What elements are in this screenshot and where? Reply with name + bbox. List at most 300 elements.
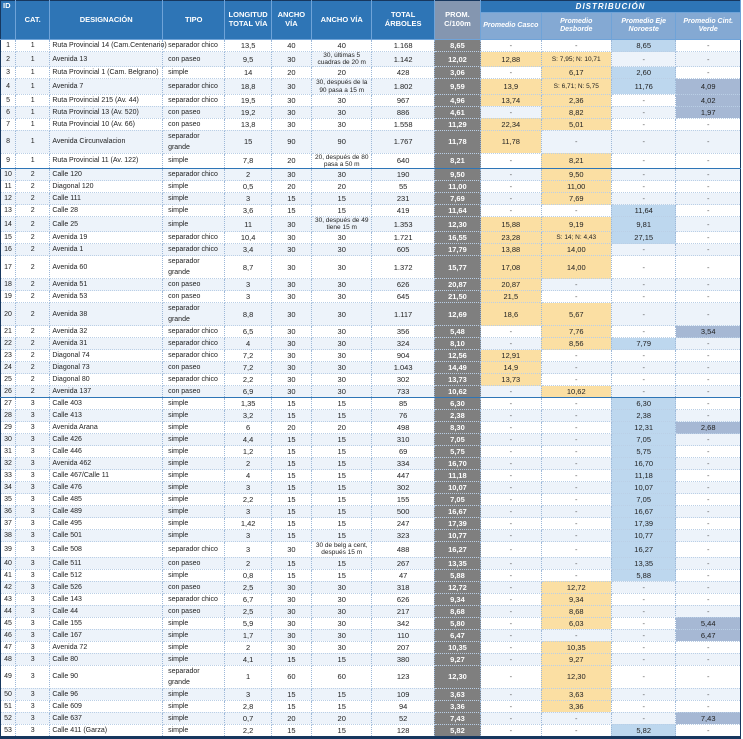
cell-promedio_casco: - [481,398,541,410]
cell-longitud_total_via: 3 [225,291,271,303]
cell-promedio_casco: - [481,641,541,653]
cell-ancho_via: 30 [271,291,311,303]
cell-promedio_desborde: - [541,362,611,374]
cell-ancho_via: 20 [271,712,311,724]
cell-promedio_cint_verde: 1,97 [676,106,741,118]
cell-total_arboles: 488 [372,542,434,557]
cell-prom_c100m: 7,05 [434,434,480,446]
cell-ancho_via: 30 [271,118,311,130]
table-row [1,506,741,518]
cell-prom_c100m: 14,49 [434,362,480,374]
cell-promedio_desborde: 8,56 [541,338,611,350]
cell-longitud_total_via: 0,5 [225,181,271,193]
cell-id: 42 [1,581,16,593]
cell-promedio_cint_verde: - [676,350,741,362]
cell-ancho_via_detalle: 30 [312,374,372,386]
cell-tipo: simple [163,470,225,482]
cell-total_arboles: 52 [372,712,434,724]
cell-tipo: simple [163,506,225,518]
cell-ancho_via: 30 [271,386,311,398]
table-header [1,1,741,40]
table-row [1,446,741,458]
cell-promedio_cint_verde: - [676,386,741,398]
cell-cat: 1 [16,106,50,118]
cell-promedio_eje_noroeste: 11,64 [611,205,675,217]
cell-promedio_desborde: - [541,291,611,303]
cell-promedio_eje_noroeste: 16,67 [611,506,675,518]
cell-promedio_cint_verde: - [676,557,741,569]
cell-tipo: con paseo [163,291,225,303]
cell-total_arboles: 605 [372,244,434,256]
cell-promedio_desborde: 9,34 [541,593,611,605]
cell-prom_c100m: 8,21 [434,153,480,168]
cell-tipo: simple [163,446,225,458]
cell-total_arboles: 1.372 [372,256,434,279]
cell-promedio_casco: - [481,482,541,494]
cell-promedio_desborde: - [541,518,611,530]
cell-promedio_casco: - [481,557,541,569]
cell-promedio_cint_verde: - [676,724,741,737]
cell-id: 33 [1,470,16,482]
cell-promedio_casco: 17,08 [481,256,541,279]
cell-ancho_via_detalle: 15 [312,446,372,458]
cell-longitud_total_via: 2 [225,641,271,653]
cell-id: 21 [1,326,16,338]
cell-longitud_total_via: 3 [225,530,271,542]
cell-ancho_via_detalle: 30 [312,291,372,303]
cell-ancho_via_detalle: 30 [312,256,372,279]
cell-promedio_casco: - [481,518,541,530]
cell-ancho_via_detalle: 15 [312,458,372,470]
cell-id: 45 [1,617,16,629]
cell-promedio_casco: - [481,446,541,458]
cell-tipo: con paseo [163,362,225,374]
cell-promedio_eje_noroeste: - [611,291,675,303]
cell-id: 5 [1,94,16,106]
cell-promedio_desborde: 3,63 [541,688,611,700]
cell-cat: 3 [16,557,50,569]
cell-promedio_desborde: - [541,446,611,458]
cell-promedio_eje_noroeste: 7,79 [611,338,675,350]
cell-promedio_cint_verde: - [676,581,741,593]
table-row [1,217,741,232]
cell-longitud_total_via: 11 [225,217,271,232]
cell-total_arboles: 217 [372,605,434,617]
cell-promedio_eje_noroeste: 8,65 [611,40,675,52]
cell-id: 31 [1,446,16,458]
cell-prom_c100m: 3,06 [434,67,480,79]
cell-prom_c100m: 11,18 [434,470,480,482]
cell-promedio_eje_noroeste: - [611,386,675,398]
cell-id: 3 [1,67,16,79]
cell-cat: 3 [16,593,50,605]
col-header-ancho-via-detalle: ANCHO VÍA [312,1,372,40]
table-row [1,279,741,291]
cell-longitud_total_via: 1,7 [225,629,271,641]
cell-id: 28 [1,410,16,422]
cell-ancho_via: 15 [271,506,311,518]
cell-designacion: Calle 143 [50,593,163,605]
cell-ancho_via_detalle: 30 [312,386,372,398]
cell-prom_c100m: 7,43 [434,712,480,724]
cell-ancho_via_detalle: 30 [312,362,372,374]
cell-prom_c100m: 9,34 [434,593,480,605]
cell-promedio_eje_noroeste: - [611,641,675,653]
table-row [1,169,741,181]
cell-prom_c100m: 12,30 [434,665,480,688]
cell-id: 11 [1,181,16,193]
cell-total_arboles: 1.043 [372,362,434,374]
cell-ancho_via_detalle: 30 [312,279,372,291]
cell-promedio_eje_noroeste: 6,30 [611,398,675,410]
col-header-promedio-eje-noroeste: Promedio Eje Noroeste [611,13,675,40]
cell-promedio_desborde: S: 7,95; N: 10,71 [541,52,611,67]
cell-tipo: simple [163,434,225,446]
cell-total_arboles: 155 [372,494,434,506]
cell-cat: 2 [16,205,50,217]
cell-prom_c100m: 5,88 [434,569,480,581]
cell-prom_c100m: 6,47 [434,629,480,641]
cell-tipo: simple [163,629,225,641]
cell-promedio_desborde: 8,68 [541,605,611,617]
table-row [1,40,741,52]
cell-promedio_eje_noroeste: - [611,581,675,593]
cell-longitud_total_via: 10,4 [225,232,271,244]
cell-tipo: con paseo [163,118,225,130]
cell-promedio_eje_noroeste: 13,35 [611,557,675,569]
cell-promedio_eje_noroeste: 12,31 [611,422,675,434]
cell-longitud_total_via: 3 [225,542,271,557]
cell-promedio_eje_noroeste: - [611,244,675,256]
cell-promedio_eje_noroeste: - [611,181,675,193]
cell-tipo: separador grande [163,665,225,688]
cell-ancho_via: 30 [271,232,311,244]
cell-total_arboles: 1.353 [372,217,434,232]
cell-ancho_via_detalle: 15 [312,434,372,446]
cell-id: 46 [1,629,16,641]
cell-tipo: simple [163,724,225,737]
cell-id: 26 [1,386,16,398]
cell-prom_c100m: 5,48 [434,326,480,338]
cell-tipo: separador grande [163,130,225,153]
cell-promedio_casco: 14,9 [481,362,541,374]
cell-ancho_via: 15 [271,688,311,700]
cell-designacion: Calle 508 [50,542,163,557]
cell-longitud_total_via: 3 [225,193,271,205]
cell-id: 47 [1,641,16,653]
cell-promedio_desborde: - [541,530,611,542]
cell-total_arboles: 302 [372,374,434,386]
cell-longitud_total_via: 0,8 [225,569,271,581]
cell-ancho_via_detalle: 60 [312,665,372,688]
cell-ancho_via_detalle: 30 [312,326,372,338]
cell-ancho_via_detalle: 30 [312,593,372,605]
cell-total_arboles: 1.168 [372,40,434,52]
cell-promedio_eje_noroeste: 16,27 [611,542,675,557]
col-header-id: ID [1,1,16,40]
cell-tipo: separador chico [163,40,225,52]
cell-designacion: Calle 526 [50,581,163,593]
cell-cat: 2 [16,350,50,362]
cell-promedio_casco: 18,6 [481,303,541,326]
cell-promedio_casco: - [481,581,541,593]
cell-prom_c100m: 13,35 [434,557,480,569]
cell-ancho_via_detalle: 30 [312,350,372,362]
cell-cat: 2 [16,232,50,244]
cell-cat: 2 [16,256,50,279]
cell-designacion: Diagonal 74 [50,350,163,362]
cell-designacion: Avenida 51 [50,279,163,291]
cell-designacion: Avenida 1 [50,244,163,256]
cell-ancho_via_detalle: 30 [312,338,372,350]
cell-designacion: Ruta Provincial 10 (Av. 66) [50,118,163,130]
cell-promedio_cint_verde: - [676,118,741,130]
cell-designacion: Calle 28 [50,205,163,217]
cell-ancho_via: 15 [271,398,311,410]
cell-promedio_cint_verde: - [676,688,741,700]
cell-promedio_desborde: - [541,470,611,482]
cell-tipo: separador chico [163,542,225,557]
cell-designacion: Diagonal 73 [50,362,163,374]
cell-promedio_eje_noroeste: 10,77 [611,530,675,542]
cell-cat: 3 [16,724,50,737]
table-row [1,153,741,168]
cell-promedio_cint_verde: - [676,193,741,205]
cell-prom_c100m: 3,36 [434,700,480,712]
cell-longitud_total_via: 2 [225,458,271,470]
col-header-promedio-casco: Promedio Casco [481,13,541,40]
cell-id: 43 [1,593,16,605]
cell-designacion: Ruta Provincial 215 (Av. 44) [50,94,163,106]
cell-longitud_total_via: 1,2 [225,446,271,458]
cell-tipo: simple [163,398,225,410]
cell-ancho_via_detalle: 15 [312,482,372,494]
cell-promedio_desborde: - [541,557,611,569]
cell-longitud_total_via: 2,8 [225,700,271,712]
cell-promedio_cint_verde: - [676,398,741,410]
cell-promedio_casco: 13,74 [481,94,541,106]
cell-prom_c100m: 12,69 [434,303,480,326]
cell-promedio_cint_verde: - [676,256,741,279]
cell-cat: 3 [16,700,50,712]
cell-tipo: separador chico [163,244,225,256]
cell-designacion: Calle 637 [50,712,163,724]
cell-prom_c100m: 8,10 [434,338,480,350]
cell-promedio_cint_verde: - [676,506,741,518]
cell-promedio_cint_verde: - [676,130,741,153]
cell-promedio_cint_verde: - [676,410,741,422]
cell-designacion: Calle 609 [50,700,163,712]
col-header-ancho-via: ANCHO VÍA [271,1,311,40]
cell-promedio_desborde: 5,01 [541,118,611,130]
cell-ancho_via_detalle: 30 [312,629,372,641]
cell-total_arboles: 324 [372,338,434,350]
cell-designacion: Calle 446 [50,446,163,458]
table-row [1,79,741,94]
cell-longitud_total_via: 3,2 [225,410,271,422]
table-row [1,118,741,130]
table-row [1,700,741,712]
cell-ancho_via_detalle: 30 [312,641,372,653]
table-row [1,724,741,737]
cell-promedio_cint_verde: - [676,542,741,557]
cell-promedio_cint_verde: - [676,641,741,653]
cell-ancho_via_detalle: 90 [312,130,372,153]
cell-prom_c100m: 8,30 [434,422,480,434]
cell-tipo: simple [163,653,225,665]
cell-cat: 3 [16,398,50,410]
cell-prom_c100m: 5,80 [434,617,480,629]
cell-ancho_via: 30 [271,374,311,386]
cell-tipo: separador grande [163,303,225,326]
cell-ancho_via: 40 [271,40,311,52]
cell-promedio_eje_noroeste: 11,76 [611,79,675,94]
cell-ancho_via: 15 [271,446,311,458]
cell-promedio_desborde: 9,19 [541,217,611,232]
cell-cat: 3 [16,422,50,434]
cell-promedio_eje_noroeste: - [611,350,675,362]
cell-ancho_via: 30 [271,338,311,350]
cell-promedio_desborde: 8,82 [541,106,611,118]
cell-total_arboles: 498 [372,422,434,434]
cell-prom_c100m: 11,00 [434,181,480,193]
cell-ancho_via_detalle: 20 [312,712,372,724]
cell-tipo: simple [163,569,225,581]
cell-promedio_cint_verde: - [676,434,741,446]
cell-promedio_casco: - [481,653,541,665]
cell-ancho_via: 15 [271,434,311,446]
cell-promedio_desborde: S: 6,71; N: 5,75 [541,79,611,94]
cell-total_arboles: 428 [372,67,434,79]
cell-ancho_via: 30 [271,641,311,653]
cell-promedio_cint_verde: - [676,569,741,581]
table-row [1,542,741,557]
cell-tipo: simple [163,193,225,205]
cell-ancho_via: 15 [271,470,311,482]
cell-promedio_cint_verde: - [676,303,741,326]
cell-designacion: Ruta Provincial 13 (Av. 520) [50,106,163,118]
table-row [1,434,741,446]
cell-promedio_casco: - [481,724,541,737]
cell-longitud_total_via: 2,2 [225,724,271,737]
cell-promedio_cint_verde: - [676,700,741,712]
cell-ancho_via: 15 [271,494,311,506]
cell-promedio_desborde: - [541,205,611,217]
cell-designacion: Calle 111 [50,193,163,205]
cell-designacion: Avenida Circunvalacion [50,130,163,153]
cell-prom_c100m: 17,79 [434,244,480,256]
cell-promedio_eje_noroeste: - [611,712,675,724]
cell-total_arboles: 626 [372,593,434,605]
table-row [1,482,741,494]
cell-promedio_eje_noroeste: - [611,605,675,617]
cell-promedio_desborde: - [541,506,611,518]
cell-longitud_total_via: 2 [225,557,271,569]
cell-ancho_via_detalle: 40 [312,40,372,52]
cell-promedio_casco: - [481,530,541,542]
table-row [1,422,741,434]
cell-longitud_total_via: 3 [225,482,271,494]
table-row [1,326,741,338]
cell-designacion: Calle 167 [50,629,163,641]
cell-promedio_desborde: 7,69 [541,193,611,205]
cell-tipo: separador chico [163,94,225,106]
table-row [1,688,741,700]
cell-promedio_casco: 20,87 [481,279,541,291]
cell-ancho_via_detalle: 15 [312,530,372,542]
cell-tipo: simple [163,410,225,422]
cell-ancho_via_detalle: 15 [312,569,372,581]
cell-ancho_via: 30 [271,605,311,617]
cell-promedio_desborde: - [541,130,611,153]
cell-prom_c100m: 12,30 [434,217,480,232]
cell-prom_c100m: 10,77 [434,530,480,542]
cell-designacion: Ruta Provincial 1 (Cam. Belgrano) [50,67,163,79]
cell-promedio_desborde: - [541,40,611,52]
cell-promedio_desborde: 12,30 [541,665,611,688]
col-header-prom: PROM. C/100m [434,1,480,40]
cell-tipo: simple [163,700,225,712]
table-row [1,67,741,79]
col-header-longitud: LONGITUD TOTAL VÍA [225,1,271,40]
cell-promedio_desborde: - [541,434,611,446]
cell-cat: 3 [16,410,50,422]
cell-promedio_casco: - [481,106,541,118]
cell-designacion: Avenida 32 [50,326,163,338]
cell-designacion: Calle 495 [50,518,163,530]
cell-promedio_casco: - [481,326,541,338]
cell-ancho_via_detalle: 15 [312,700,372,712]
cell-total_arboles: 904 [372,350,434,362]
cell-promedio_desborde: - [541,569,611,581]
cell-total_arboles: 110 [372,629,434,641]
cell-prom_c100m: 10,35 [434,641,480,653]
cell-longitud_total_via: 0,7 [225,712,271,724]
cell-promedio_cint_verde: - [676,470,741,482]
cell-ancho_via: 30 [271,362,311,374]
cell-promedio_cint_verde: - [676,665,741,688]
cell-promedio_eje_noroeste: - [611,106,675,118]
cell-ancho_via: 30 [271,256,311,279]
cell-promedio_cint_verde: - [676,458,741,470]
cell-promedio_casco: - [481,338,541,350]
cell-designacion: Calle 44 [50,605,163,617]
table-row [1,303,741,326]
cell-cat: 3 [16,458,50,470]
col-group-header-distribucion: DISTRIBUCIÓN [481,1,741,13]
table-row [1,386,741,398]
cell-promedio_cint_verde: - [676,593,741,605]
cell-promedio_cint_verde: 3,54 [676,326,741,338]
cell-promedio_eje_noroeste: - [611,303,675,326]
cell-cat: 2 [16,169,50,181]
cell-tipo: simple [163,458,225,470]
cell-designacion: Avenida 72 [50,641,163,653]
cell-tipo: simple [163,617,225,629]
cell-prom_c100m: 10,07 [434,482,480,494]
cell-tipo: con paseo [163,581,225,593]
table-row [1,256,741,279]
cell-promedio_eje_noroeste: - [611,629,675,641]
cell-promedio_eje_noroeste: 7,05 [611,494,675,506]
cell-ancho_via_detalle: 15 [312,494,372,506]
cell-ancho_via_detalle: 30 [312,581,372,593]
cell-designacion: Calle 501 [50,530,163,542]
cell-promedio_casco: - [481,67,541,79]
cell-longitud_total_via: 1,42 [225,518,271,530]
cell-promedio_casco: - [481,386,541,398]
table-row [1,712,741,724]
